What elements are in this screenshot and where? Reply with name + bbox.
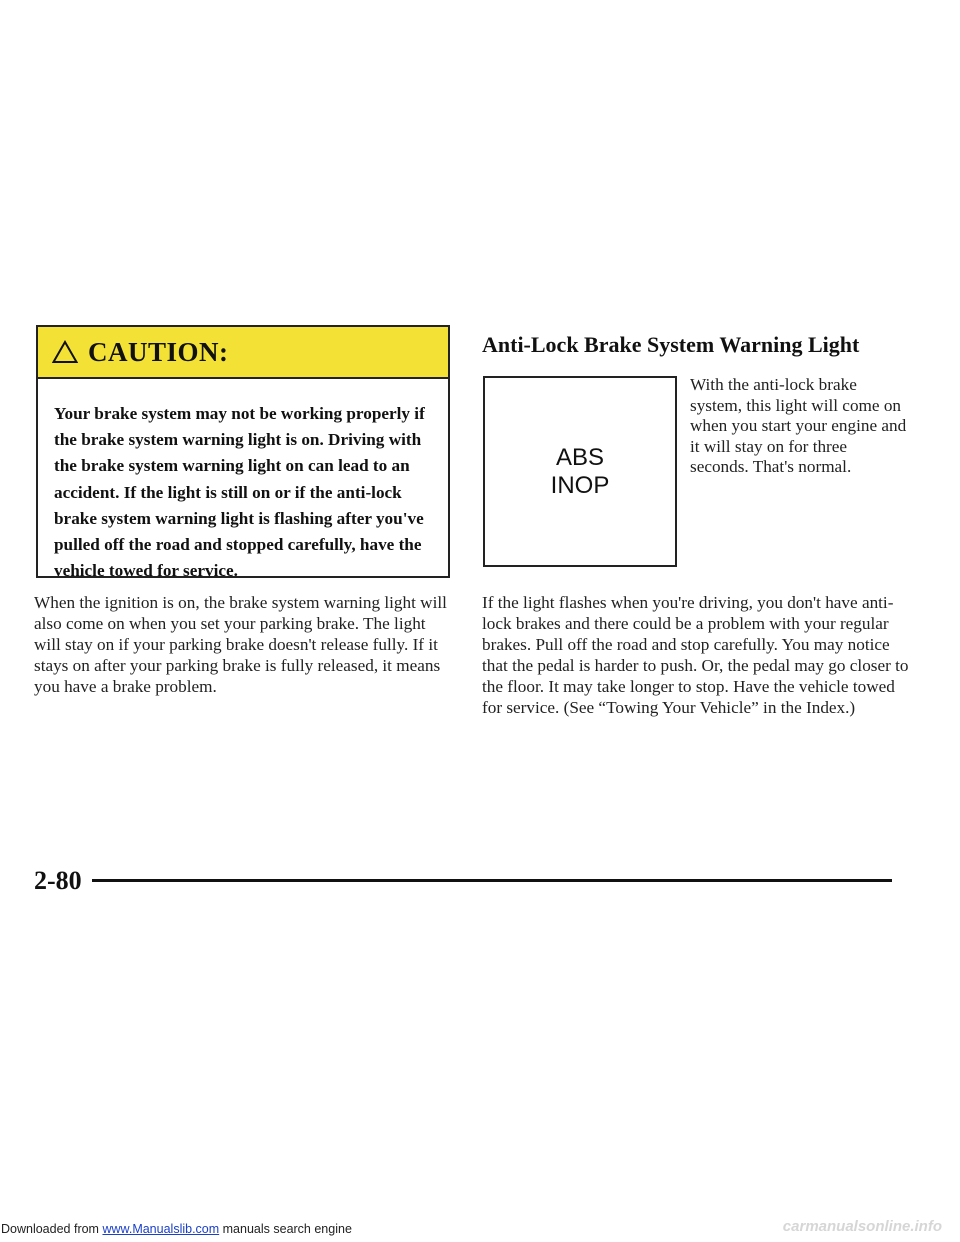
caution-header <box>38 327 448 379</box>
abs-indicator-illustration <box>483 376 677 567</box>
abs-paragraph: If the light flashes when you're driving, you don't have anti-lock brakes and there could be a problem with your regular brakes. Pull off the road and stop carefully. You may notice that the pedal is harder to push. Or, the pedal may go closer to the floor. It may take longer to stop. Have the vehicle towed for service. (See “Towing Your Vehicle” in the Index.) <box>482 593 909 717</box>
warning-triangle-icon <box>52 340 78 364</box>
caution-box <box>36 325 450 581</box>
footer-rule <box>92 879 892 882</box>
parking-brake-paragraph: When the ignition is on, the brake system warning light will also come on when you set your parking brake. The light will stay on if your parking brake doesn't release fully. If it stays on after your parking brake is fully released, it means you have a brake problem. <box>34 593 447 696</box>
inop-label: INOP <box>550 471 610 499</box>
section-heading: Anti-Lock Brake System Warning Light <box>482 332 860 357</box>
manualslib-link[interactable]: www.Manualslib.com <box>102 1222 220 1236</box>
caution-body: Your brake system may not be working properly if the brake system warning light is on. Driving with the brake system warning light on can lead to an accident. If the light is still on or if the anti-lock brake system warning light is flashing after you've pulled off the road and stopped carefully, have the vehicle towed for service. <box>54 404 425 581</box>
caution-title: CAUTION: <box>88 336 229 367</box>
footer-suffix: manuals search engine <box>219 1222 352 1236</box>
abs-label: ABS <box>555 443 605 471</box>
watermark-text: carmanualsonline.info <box>782 1218 942 1235</box>
abs-side-text: With the anti-lock brake system, this light will come on when you start your engine and it will stay on for three seconds. That's normal. <box>690 375 907 476</box>
footer-prefix: Downloaded from <box>1 1222 103 1236</box>
page-number: 2-80 <box>34 866 82 895</box>
